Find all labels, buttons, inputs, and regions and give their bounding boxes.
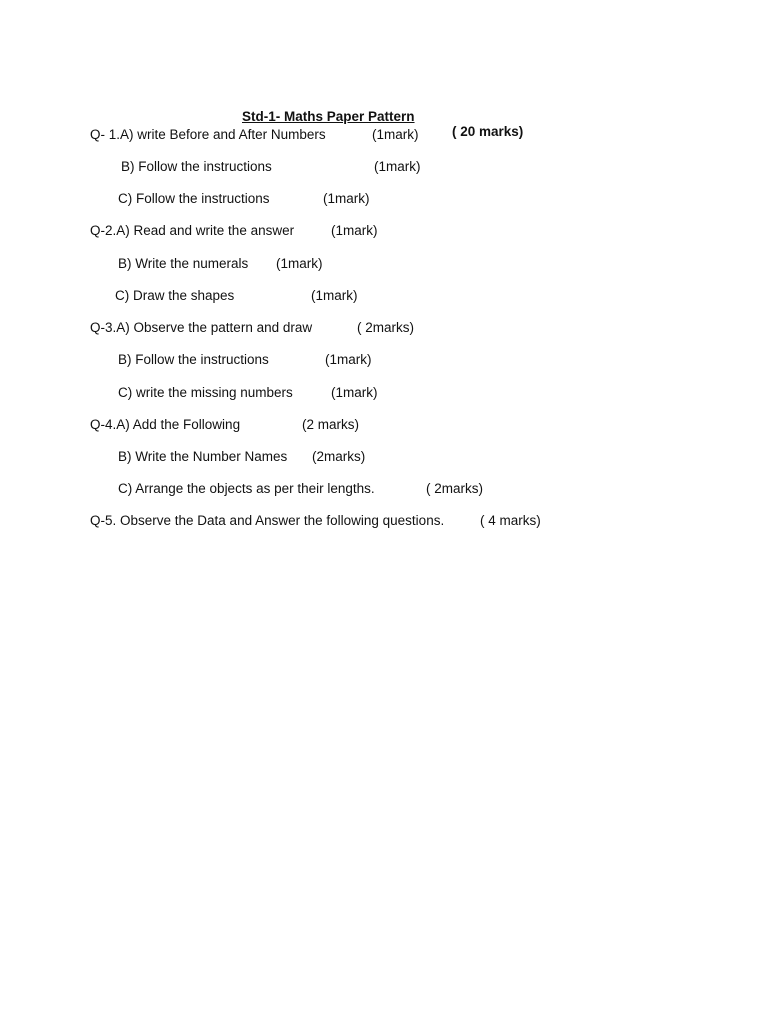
question-text: B) Follow the instructions [121, 159, 272, 174]
question-text: Q-4.A) Add the Following [90, 417, 241, 432]
question-marks: ( 2marks) [357, 320, 414, 335]
question-text: B) Write the numerals [118, 256, 249, 271]
question-marks: (2 marks) [302, 417, 359, 432]
question-marks: (1mark) [311, 288, 358, 303]
question-text: Q-3.A) Observe the pattern and draw [90, 320, 313, 335]
question-marks: ( 2marks) [426, 481, 483, 496]
question-marks: (1mark) [276, 256, 323, 271]
question-text: C) write the missing numbers [118, 385, 293, 400]
question-marks: ( 4 marks) [480, 513, 541, 528]
question-marks: (1mark) [374, 159, 421, 174]
paper-total-marks: ( 20 marks) [452, 124, 524, 139]
paper-title: Std-1- Maths Paper Pattern [242, 109, 415, 124]
question-marks: (1mark) [325, 352, 372, 367]
question-marks: (1mark) [331, 223, 378, 238]
question-marks: (1mark) [372, 127, 419, 142]
question-text: Q-2.A) Read and write the answer [90, 223, 295, 238]
question-text: Q-5. Observe the Data and Answer the following questions. [90, 513, 445, 528]
question-text: Q- 1.A) write Before and After Numbers [90, 127, 326, 142]
question-marks: (1mark) [323, 191, 370, 206]
question-marks: (2marks) [312, 449, 366, 464]
question-text: B) Follow the instructions [118, 352, 269, 367]
question-text: C) Follow the instructions [118, 191, 270, 206]
question-text: B) Write the Number Names [118, 449, 288, 464]
question-text: C) Draw the shapes [115, 288, 235, 303]
question-text: C) Arrange the objects as per their lengths. [118, 481, 375, 496]
question-marks: (1mark) [331, 385, 378, 400]
